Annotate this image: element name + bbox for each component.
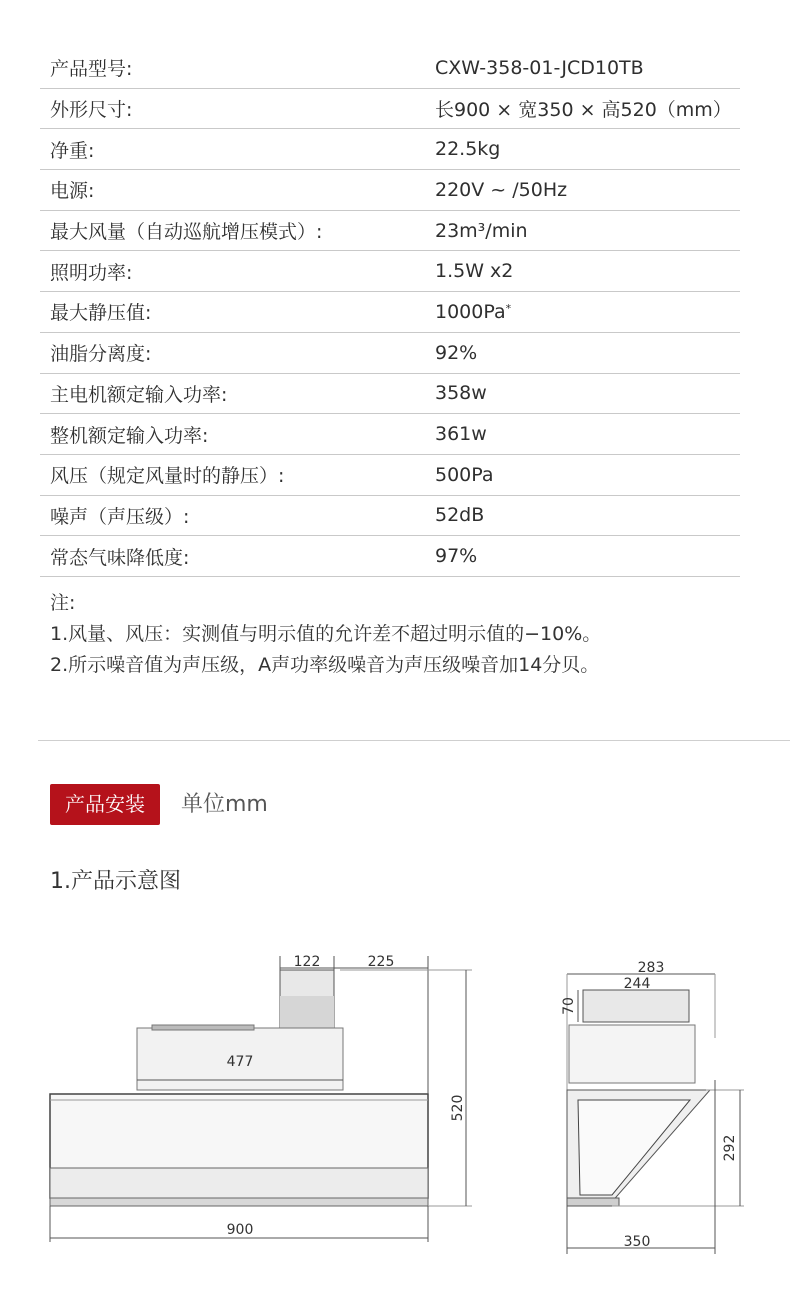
- spec-label: 风压（规定风量时的静压）:: [50, 465, 285, 488]
- spec-row: [40, 292, 740, 333]
- spec-value: [435, 504, 740, 526]
- install-section-badge: 产品安装: [50, 784, 160, 825]
- spec-label: 油脂分离度:: [50, 343, 152, 366]
- spec-row: [40, 374, 740, 415]
- spec-label: 常态气味降低度:: [50, 546, 190, 569]
- note-line-2: 2.所示噪音值为声压级，A声功率级噪音为声压级噪音加14分贝。: [50, 654, 600, 676]
- spec-label: 整机额定输入功率:: [50, 424, 209, 447]
- spec-value: [435, 260, 740, 282]
- product-drawing: [0, 930, 790, 1270]
- spec-label: 外形尺寸:: [50, 99, 133, 122]
- dim-283: 283: [637, 960, 665, 976]
- spec-value-text: 23m³/min: [435, 219, 528, 242]
- spec-table: [40, 48, 740, 577]
- spec-value: [435, 464, 740, 486]
- spec-row: [40, 89, 740, 130]
- spec-value: [435, 545, 740, 567]
- spec-value: [435, 57, 740, 79]
- spec-row: [40, 333, 740, 374]
- side-view: [567, 974, 744, 1254]
- diagram-title: 1.产品示意图: [50, 869, 181, 894]
- spec-row: [40, 211, 740, 252]
- notes-heading: 注:: [50, 592, 76, 614]
- dim-70: 70: [561, 997, 577, 1015]
- dim-244: 244: [623, 976, 651, 992]
- spec-value: [435, 220, 740, 242]
- spec-value-text: 97%: [435, 545, 478, 568]
- spec-label: 噪声（声压级）:: [50, 505, 190, 528]
- spec-label: 电源:: [50, 180, 95, 203]
- dim-350: 350: [623, 1234, 651, 1250]
- side-upper-housing: [569, 1025, 695, 1083]
- spec-value-text: 长900 × 宽350 × 高520（mm）: [435, 99, 732, 122]
- unit-label: 单位mm: [181, 792, 268, 817]
- dim-520: 520: [450, 1094, 466, 1122]
- front-view: [50, 956, 472, 1242]
- spec-label: 净重:: [50, 139, 95, 162]
- dim-122: 122: [293, 954, 321, 970]
- spec-row: [40, 48, 740, 89]
- spec-value-text: 92%: [435, 341, 478, 364]
- spec-value-text: 1.5W x2: [435, 260, 514, 283]
- spec-row: [40, 455, 740, 496]
- dim-292: 292: [722, 1134, 738, 1162]
- dim-477: 477: [226, 1054, 254, 1070]
- spec-label: 最大静压值:: [50, 302, 152, 325]
- spec-row: [40, 414, 740, 455]
- spec-value-text: 361w: [435, 423, 487, 446]
- spec-value: [435, 423, 740, 445]
- spec-value-text: 52dB: [435, 504, 485, 527]
- spec-row: [40, 129, 740, 170]
- spec-label: 最大风量（自动巡航增压模式）:: [50, 221, 323, 244]
- spec-label: 产品型号:: [50, 58, 133, 81]
- spec-value-text: 358w: [435, 382, 487, 405]
- side-chimney: [583, 990, 689, 1022]
- spec-value-text: CXW-358-01-JCD10TB: [435, 56, 644, 79]
- spec-label: 照明功率:: [50, 261, 133, 284]
- spec-value-text: 500Pa: [435, 463, 494, 486]
- spec-row: [40, 170, 740, 211]
- spec-value: [435, 301, 740, 323]
- spec-row: [40, 496, 740, 537]
- dim-225: 225: [367, 954, 395, 970]
- spec-row: [40, 251, 740, 292]
- dim-900: 900: [226, 1222, 254, 1238]
- notes: [50, 588, 601, 681]
- note-line-1: 1.风量、风压：实测值与明示值的允许差不超过明示值的−10%。: [50, 623, 602, 645]
- spec-label: 主电机额定输入功率:: [50, 383, 228, 406]
- spec-value: [435, 95, 740, 122]
- spec-value-footnote-mark: *: [505, 301, 512, 315]
- spec-row: [40, 536, 740, 577]
- spec-value: [435, 138, 740, 160]
- spec-value-text: 220V ~ /50Hz: [435, 178, 568, 201]
- spec-value: [435, 342, 740, 364]
- spec-value: [435, 382, 740, 404]
- spec-value-text: 1000Pa: [435, 300, 506, 323]
- spec-value-text: 22.5kg: [435, 138, 501, 161]
- spec-value: [435, 179, 740, 201]
- section-divider: [38, 740, 790, 741]
